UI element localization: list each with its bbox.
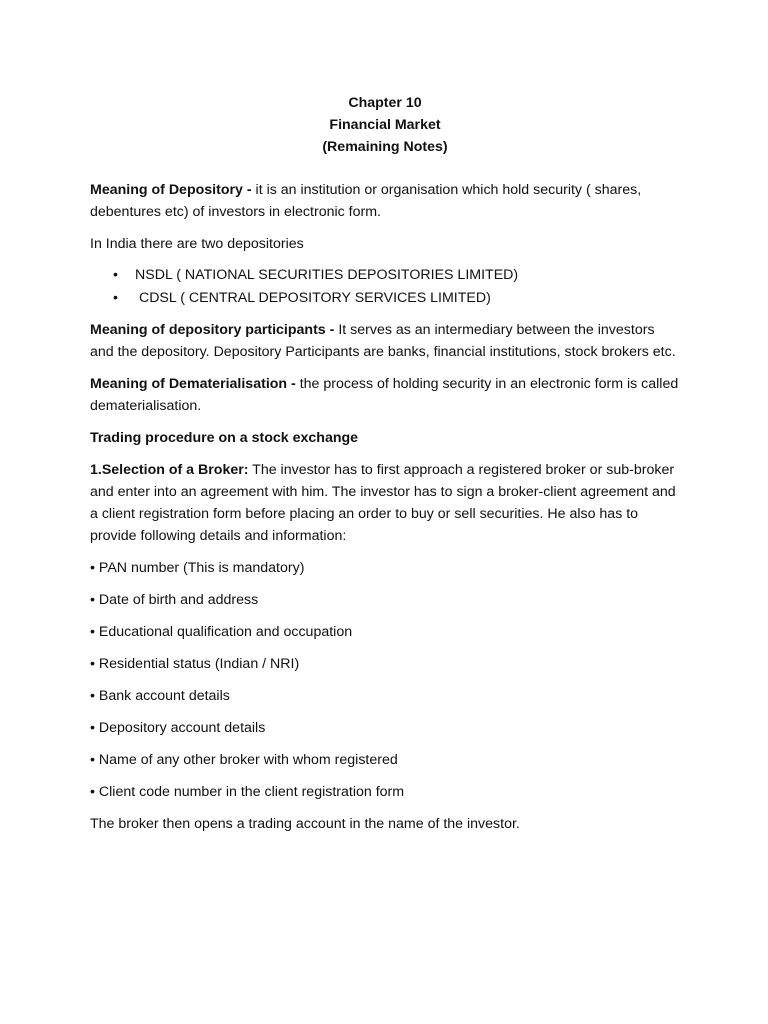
- title-block: [90, 92, 680, 158]
- depository-text: it is an institution or organisation which hold security ( shares, debentures etc) of investors in electronic form.: [90, 182, 642, 220]
- participants-text: It serves as an intermediary between the investors and the depository. Depository Participants are banks, financial institutions, stock brokers etc.: [90, 322, 676, 360]
- list-item: • Date of birth and address: [90, 592, 259, 608]
- dematerialisation-text: the process of holding security in an electronic form is called dematerialisation.: [90, 376, 679, 414]
- list-item: • CDSL ( CENTRAL DEPOSITORY SERVICES LIMITED): [90, 287, 680, 310]
- depositories-list: [90, 264, 680, 309]
- india-intro: In India there are two depositories: [90, 236, 304, 252]
- list-item: • NSDL ( NATIONAL SECURITIES DEPOSITORIES LIMITED): [90, 264, 680, 287]
- dematerialisation-paragraph: [90, 373, 680, 417]
- chapter-subject: Financial Market: [329, 117, 441, 133]
- chapter-title: Chapter 10: [348, 95, 422, 111]
- participants-term: Meaning of depository participants -: [90, 322, 335, 338]
- broker-paragraph: [90, 459, 680, 547]
- list-item: • Bank account details: [90, 688, 230, 704]
- participants-paragraph: [90, 319, 680, 363]
- list-item: • Educational qualification and occupation: [90, 624, 353, 640]
- depository-term: Meaning of Depository -: [90, 182, 252, 198]
- list-item: • Depository account details: [90, 720, 266, 736]
- list-item: • Residential status (Indian / NRI): [90, 656, 300, 672]
- list-item: • PAN number (This is mandatory): [90, 560, 305, 576]
- chapter-subtitle: (Remaining Notes): [322, 139, 448, 155]
- trading-heading: Trading procedure on a stock exchange: [90, 430, 359, 446]
- closing-paragraph: The broker then opens a trading account in the name of the investor.: [90, 816, 520, 832]
- list-item: • Name of any other broker with whom registered: [90, 752, 398, 768]
- list-item: • Client code number in the client registration form: [90, 784, 405, 800]
- depository-paragraph: [90, 179, 680, 223]
- broker-text: The investor has to first approach a registered broker or sub-broker and enter into an agreement with him. The investor has to sign a broker-client agreement and a client registration form before placing an order to buy or sell securities. He also has to provide following details and information:: [90, 462, 676, 544]
- broker-term: 1.Selection of a Broker:: [90, 462, 249, 478]
- document-page: [90, 92, 680, 845]
- dematerialisation-term: Meaning of Dematerialisation -: [90, 376, 296, 392]
- details-list: [90, 557, 680, 803]
